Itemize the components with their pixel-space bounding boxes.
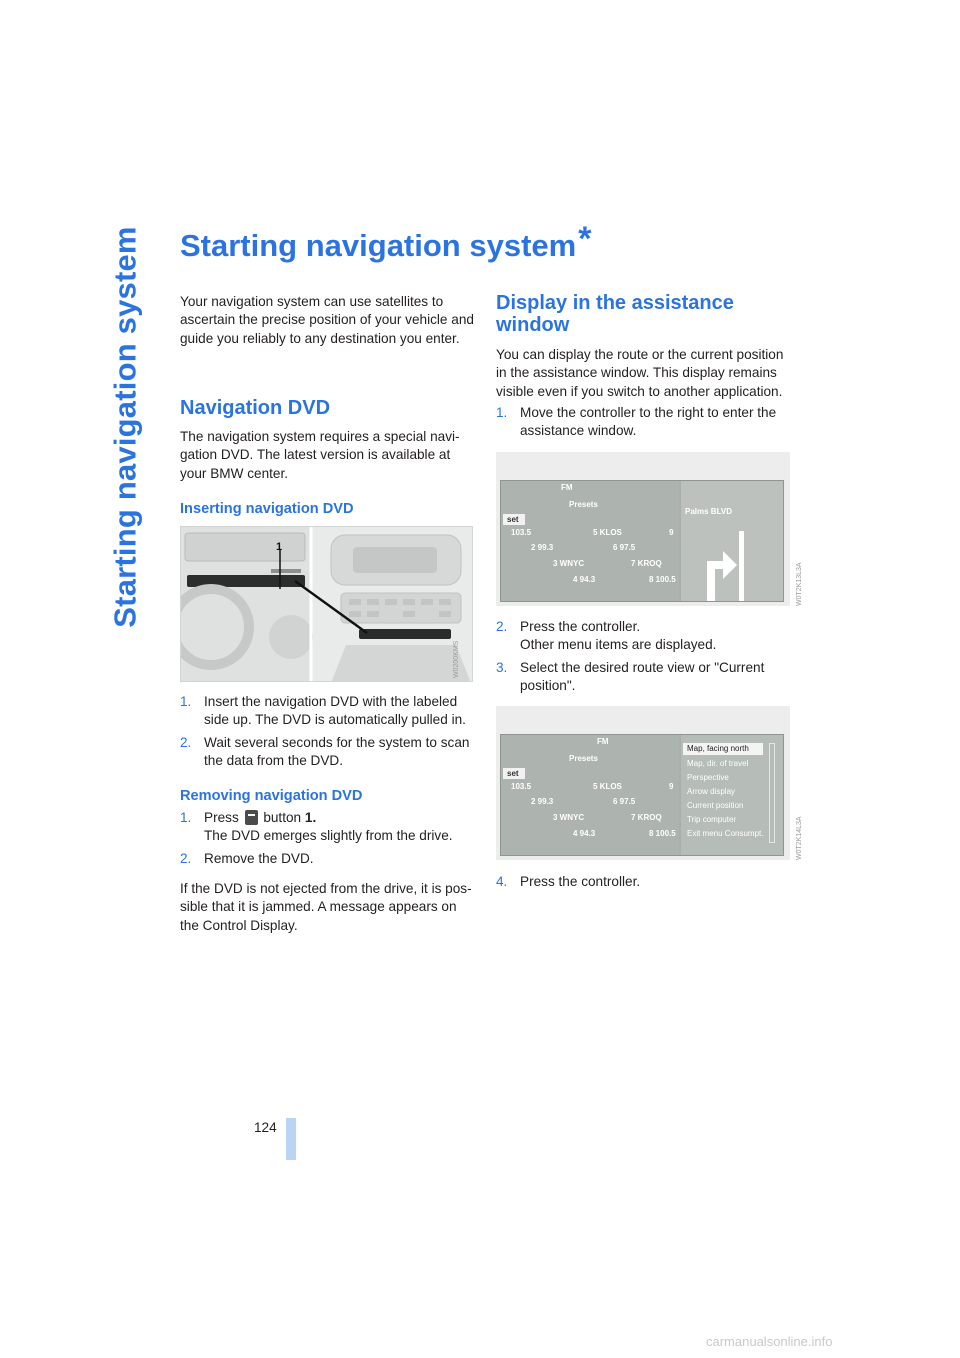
menu-item-perspective: Perspective xyxy=(687,773,729,782)
remove-step-2 xyxy=(180,850,474,868)
remove-step-1 xyxy=(180,809,474,846)
set-label: set xyxy=(507,769,519,778)
assist-step-3 xyxy=(480,659,792,696)
assistance-heading: Display in the assistance window xyxy=(496,292,734,336)
street-name: Palms BLVD xyxy=(685,507,732,516)
station-3: 3 WNYC xyxy=(553,813,585,822)
remove-steps-list xyxy=(180,809,474,868)
menu-item-exit: Exit menu Consumpt. xyxy=(687,829,764,838)
navigation-dvd-heading: Navigation DVD xyxy=(180,397,331,419)
figure-code-screen-2: W0T2K14L3A xyxy=(796,816,803,860)
menu-item-arrow-display: Arrow display xyxy=(687,787,736,796)
step-text: Remove the DVD. xyxy=(204,850,314,866)
station-5: 5 KLOS xyxy=(593,528,622,537)
eject-button-icon xyxy=(245,810,258,825)
optional-equipment-star: * xyxy=(578,220,592,258)
station-3: 3 WNYC xyxy=(553,559,585,568)
removing-dvd-heading: Removing navigation DVD xyxy=(180,788,363,804)
assist-step-1 xyxy=(496,404,792,441)
dashboard-illustration xyxy=(181,527,473,682)
station-7: 7 KROQ xyxy=(631,559,662,568)
assist-step-2 xyxy=(480,618,792,655)
step-number: 2. xyxy=(180,734,192,750)
presets-label: Presets xyxy=(569,500,598,509)
station-5: 5 KLOS xyxy=(593,782,622,791)
menu-item-map-direction: Map, dir. of travel xyxy=(687,759,749,768)
assistance-paragraph: You can display the route or the current position in the assistance window. This display remains visible even if you switch to another application. xyxy=(496,347,784,399)
step-number: 4. xyxy=(496,874,508,889)
intro-paragraph: Your navigation system can use satellites to ascertain the precise position of your vehicle and guide you reliably to any destination you enter. xyxy=(180,294,474,346)
station-6: 6 97.5 xyxy=(613,797,636,806)
menu-scrollbar xyxy=(769,743,775,843)
step-text: Select the desired route view or "Current position". xyxy=(520,659,765,694)
band-label: FM xyxy=(561,483,573,492)
step-number: 1. xyxy=(180,694,192,709)
step-text: Press the controller. xyxy=(520,874,641,889)
insert-steps-list xyxy=(180,693,474,771)
inserting-dvd-heading: Inserting navigation DVD xyxy=(180,501,354,517)
step-number: 3. xyxy=(496,659,508,675)
page-title xyxy=(180,220,592,265)
assist-step-1-list xyxy=(496,404,792,441)
figure-code-screen-1: W0T2K13L3A xyxy=(796,562,803,606)
step-number: 1. xyxy=(496,405,508,420)
station-7: 7 KROQ xyxy=(631,813,662,822)
control-display-screen-1 xyxy=(500,480,784,602)
step-text: Move the controller to the right to enter the assistance window. xyxy=(520,405,777,439)
dashboard-figure xyxy=(180,526,473,682)
page-title-text: Starting navigation system xyxy=(180,228,577,263)
assist-step-4 xyxy=(480,873,792,891)
step-detail: Other menu items are displayed. xyxy=(520,637,717,653)
band-label: FM xyxy=(597,737,609,746)
set-label: set xyxy=(507,515,519,524)
side-running-title xyxy=(102,226,150,628)
jam-paragraph: If the DVD is not ejected from the drive, it is pos-sible that it is jammed. A message appears on the Control Display. xyxy=(180,881,472,933)
insert-step-1 xyxy=(180,693,474,730)
screen-figure-1 xyxy=(496,452,790,606)
figure-code-dashboard: W0200KMS xyxy=(453,640,460,678)
step-text: Wait several seconds for the system to scan the data from the DVD. xyxy=(204,734,470,769)
station-9: 9 xyxy=(669,528,674,537)
station-8: 8 100.5 xyxy=(649,829,676,838)
step-number: 2. xyxy=(496,619,508,634)
station-1: 103.5 xyxy=(511,528,532,537)
watermark: carmanualsonline.info xyxy=(706,1334,833,1349)
assist-step-4-list xyxy=(480,873,792,891)
button-ref: 1. xyxy=(304,810,317,825)
press-text: Press xyxy=(204,810,239,825)
station-8: 8 100.5 xyxy=(649,575,676,584)
menu-item-map-north: Map, facing north xyxy=(687,744,749,753)
station-6: 6 97.5 xyxy=(613,543,636,552)
menu-item-current-position: Current position xyxy=(687,801,744,810)
page-number: 124 xyxy=(254,1120,277,1135)
station-2: 2 99.3 xyxy=(531,797,554,806)
screen-figure-2 xyxy=(496,706,790,860)
step-number: 2. xyxy=(180,850,192,866)
station-2: 2 99.3 xyxy=(531,543,554,552)
insert-step-2 xyxy=(180,734,474,771)
step-number: 1. xyxy=(180,810,192,825)
button-text: button xyxy=(263,810,302,825)
control-display-screen-2 xyxy=(500,734,784,856)
station-4: 4 94.3 xyxy=(573,829,596,838)
page-tab-marker xyxy=(286,1118,296,1160)
presets-label: Presets xyxy=(569,754,598,763)
step-detail: The DVD emerges slightly from the drive. xyxy=(204,828,453,844)
station-4: 4 94.3 xyxy=(573,575,596,584)
figure-callout-1: 1 xyxy=(276,541,283,553)
turn-right-arrow-icon xyxy=(701,531,751,601)
step-text: Insert the navigation DVD with the labeled side up. The DVD is automatically pulled in. xyxy=(204,694,466,728)
step-text: Press the controller. xyxy=(520,619,641,634)
menu-item-trip-computer: Trip computer xyxy=(687,815,737,824)
station-1: 103.5 xyxy=(511,782,532,791)
station-9: 9 xyxy=(669,782,674,791)
navigation-dvd-paragraph: The navigation system requires a special navi-gation DVD. The latest version is available at your BMW center. xyxy=(180,429,460,481)
side-title-text: Starting navigation system xyxy=(108,226,143,628)
assist-steps-2-3-list xyxy=(480,618,792,696)
